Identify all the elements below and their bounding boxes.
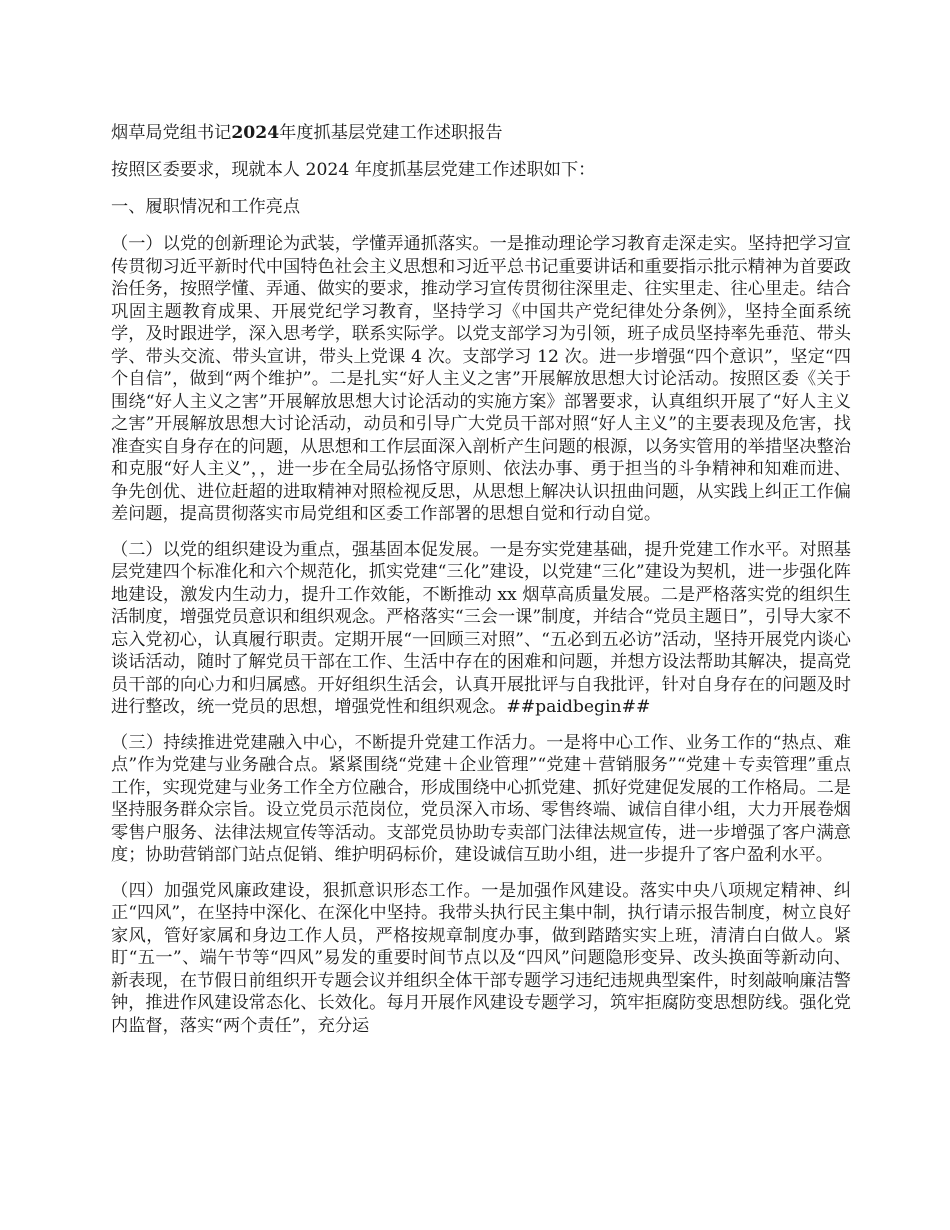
paragraph-4: （四）加强党风廉政建设，狠抓意识形态工作。一是加强作风建设。落实中央八项规定精神、纠正“四风”，在坚持中深化、在深化中坚持。我带头执行民主集中制，执行请示报告制度，树立良好家风，管好家属和身边工作人员，严格按规章制度办事，做到踏踏实实上班，清清白白做人。紧盯“五一”、端午节等“四风”易发的重要时间节点以及“四风”问题隐形变异、改头换面等新动向、新表现，在节假日前组织开专题会议并组织全体干部专题学习违纪违规典型案件，时刻敲响廉洁警钟，推进作风建设常态化、长效化。每月开展作风建设专题学习，筑牢拒腐防变思想防线。强化党内监督，落实“两个责任”，充分运 [111,880,851,1036]
section-heading: 一、履职情况和工作亮点 [111,197,301,217]
document-page [111,122,851,1050]
title-part-2: 年度抓基层党建工作述职报告 [279,123,503,143]
title-part-1: 烟草局党组书记 [111,123,232,143]
paragraph-2: （二）以党的组织建设为重点，强基固本促发展。一是夯实党建基础，提升党建工作水平。对照基层党建四个标准化和六个规范化，抓实党建“三化”建设，以党建“三化”建设为契机，进一步强化阵地建设，激发内生动力，提升工作效能，不断推动 xx 烟草高质量发展。二是严格落实党的组织生活制度，增强党员意识和组织观念。严格落实“三会一课”制度，并结合“党员主题日”，引导大家不忘入党初心，认真履行职责。定期开展“一回顾三对照”、“五必到五必访”活动，坚持开展党内谈心谈话活动，随时了解党员干部在工作、生活中存在的困难和问题，并想方设法帮助其解决，提高党员干部的向心力和归属感。开好组织生活会，认真开展批评与自我批评，针对自身存在的问题及时进行整改，统一党员的思想，增强党性和组织观念。##paidbegin## [111,539,851,717]
paragraph-3: （三）持续推进党建融入中心，不断提升党建工作活力。一是将中心工作、业务工作的“热点、难点”作为党建与业务融合点。紧紧围绕“党建＋企业管理”“党建＋营销服务”“党建＋专卖管理”重点工作，实现党建与业务工作全方位融合，形成围绕中心抓党建、抓好党建促发展的工作格局。二是坚持服务群众宗旨。设立党员示范岗位，党员深入市场、零售终端、诚信自律小组，大力开展卷烟零售户服务、法律法规宣传等活动。支部党员协助专卖部门法律法规宣传，进一步增强了客户满意度；协助营销部门站点促销、维护明码标价，建设诚信互助小组，进一步提升了客户盈利水平。 [111,732,851,865]
intro-line: 按照区委要求，现就本人 2024 年度抓基层党建工作述职如下： [111,160,596,180]
title-year: 2024 [231,123,280,143]
document-title [111,122,851,144]
paragraph-1: （一）以党的创新理论为武装，学懂弄通抓落实。一是推动理论学习教育走深走实。坚持把学习宣传贯彻习近平新时代中国特色社会主义思想和习近平总书记重要讲话和重要指示批示精神为首要政治任务，按照学懂、弄通、做实的要求，推动学习宣传贯彻往深里走、往实里走、往心里走。结合巩固主题教育成果、开展党纪学习教育，坚持学习《中国共产党纪律处分条例》，坚持全面系统学，及时跟进学，深入思考学，联系实际学。以党支部学习为引领，班子成员坚持率先垂范、带头学、带头交流、带头宣讲，带头上党课 4 次。支部学习 12 次。进一步增强“四个意识”，坚定“四个自信”，做到“两个维护”。二是扎实“好人主义之害”开展解放思想大讨论活动。按照区委《关于围绕“好人主义之害”开展解放思想大讨论活动的实施方案》部署要求，认真组织开展了“好人主义之害”开展解放思想大讨论活动，动员和引导广大党员干部对照“好人主义”的主要表现及危害，找准查实自身存在的问题，从思想和工作层面深入剖析产生问题的根源，以务实管用的举措坚决整治和克服“好人主义”，，进一步在全局弘扬恪守原则、依法办事、勇于担当的斗争精神和知难而进、争先创优、进位赶超的进取精神对照检视反思，从思想上解决认识扭曲问题，从实践上纠正工作偏差问题，提高贯彻落实市局党组和区委工作部署的思想自觉和行动自觉。 [111,234,851,524]
